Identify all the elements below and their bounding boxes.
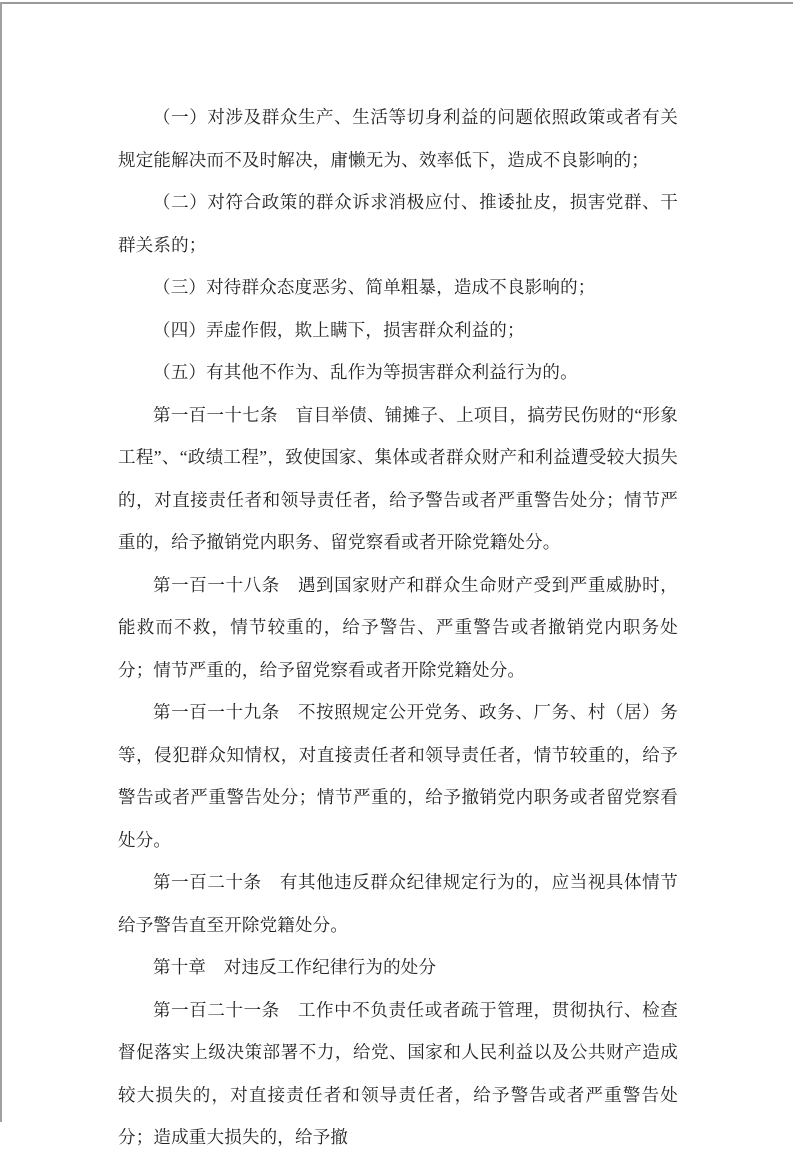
chapter-10-heading: 第十章 对违反工作纪律行为的处分	[153, 957, 437, 977]
clause-item-1: （一）对涉及群众生产、生活等切身利益的问题依照政策或者有关规定能解决而不及时解决，庸懒无为、效率低下，造成不良影响的；	[118, 107, 678, 170]
page-top-edge	[0, 2, 793, 4]
article-121: 第一百二十一条 工作中不负责任或者疏于管理，贯彻执行、检查督促落实上级决策部署不力，给党、国家和人民利益以及公共财产造成较大损失的，对直接责任者和领导责任者，给予警告或者严重警告处分；造成重大损失的，给予撤	[118, 999, 678, 1147]
article-118: 第一百一十八条 遇到国家财产和群众生命财产受到严重威胁时，能救而不救，情节较重的，给予警告、严重警告或者撤销党内职务处分；情节严重的，给予留党察看或者开除党籍处分。	[118, 574, 678, 680]
clause-item-4: （四）弄虚作假，欺上瞒下，损害群众利益的；	[153, 319, 525, 340]
clause-item-3: （三）对待群众态度恶劣、简单粗暴，造成不良影响的；	[153, 277, 596, 297]
article-120: 第一百二十条 有其他违反群众纪律规定行为的，应当视具体情节给予警告直至开除党籍处分。	[118, 872, 678, 935]
clause-item-5: （五）有其他不作为、乱作为等损害群众利益行为的。	[153, 362, 578, 382]
page-left-edge	[0, 2, 2, 1122]
article-119: 第一百一十九条 不按照规定公开党务、政务、厂务、村（居）务等，侵犯群众知情权，对直接责任者和领导责任者，情节较重的，给予警告或者严重警告处分；情节严重的，给予撤销党内职务或者留党察看处分。	[118, 702, 678, 850]
document-body	[118, 96, 678, 1159]
article-117: 第一百一十七条 盲目举债、铺摊子、上项目，搞劳民伤财的“形象工程”、“政绩工程”，致使国家、集体或者群众财产和利益遭受较大损失的，对直接责任者和领导责任者，给予警告或者严重警告处分；情节严重的，给予撤销党内职务、留党察看或者开除党籍处分。	[118, 404, 678, 552]
clause-item-2: （二）对符合政策的群众诉求消极应付、推诿扯皮，损害党群、干群关系的；	[118, 192, 678, 255]
